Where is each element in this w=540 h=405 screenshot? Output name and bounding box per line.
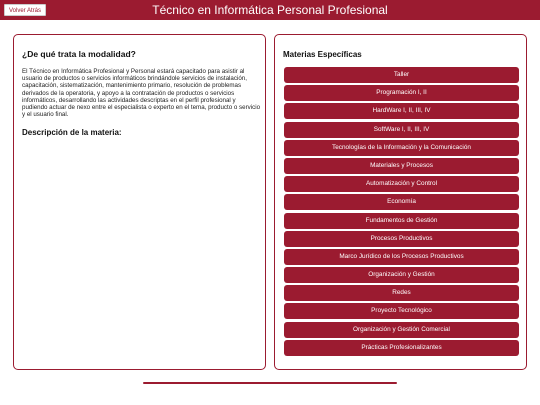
subject-button-hardware[interactable]: HardWare I, II, III, IV [284, 103, 519, 119]
subject-button-organizacion-gestion[interactable]: Organización y Gestión [284, 267, 519, 283]
subject-button-programacion[interactable]: Programación I, II [284, 85, 519, 101]
subject-button-materiales[interactable]: Materiales y Procesos [284, 158, 519, 174]
subject-button-practicas[interactable]: Prácticas Profesionalizantes [284, 340, 519, 356]
subject-button-economia[interactable]: Economía [284, 194, 519, 210]
subjects-heading: Materias Específicas [283, 50, 362, 59]
subject-button-proyecto[interactable]: Proyecto Tecnológico [284, 303, 519, 319]
back-button[interactable]: Volver Atrás [4, 4, 46, 16]
subject-button-redes[interactable]: Redes [284, 285, 519, 301]
subject-button-automatizacion[interactable]: Automatización y Control [284, 176, 519, 192]
modality-description: El Técnico en Informática Profesional y Personal estará capacitado para asistir al usuario de productos o servicios informáticos brindándole servicios de instalación, capacitación, sistematización, mantenimiento primario, resolución de problemas derivados de la operatoria, y apoyo a la contratación de productos o servicios informáticos, desarrollando las actividades descriptas en el perfil profesional y pudiendo actuar de nexo entre el especialista o experto en el tema, producto o servicio y el usuario final. [22, 68, 261, 119]
subjects-panel [274, 34, 527, 370]
subject-button-taller[interactable]: Taller [284, 67, 519, 83]
modality-heading: ¿De qué trata la modalidad? [22, 49, 136, 59]
header-bar [0, 0, 540, 20]
subject-button-fundamentos-gestion[interactable]: Fundamentos de Gestión [284, 213, 519, 229]
subject-list [284, 67, 519, 358]
horizontal-scrollbar[interactable] [143, 382, 397, 384]
subject-button-gestion-comercial[interactable]: Organización y Gestión Comercial [284, 322, 519, 338]
subject-button-software[interactable]: SoftWare I, II, III, IV [284, 122, 519, 138]
subject-button-tic[interactable]: Tecnologías de la Información y la Comunicación [284, 140, 519, 156]
modality-info-panel [13, 34, 266, 370]
subject-button-marco-juridico[interactable]: Marco Jurídico de los Procesos Productivos [284, 249, 519, 265]
subject-button-procesos-productivos[interactable]: Procesos Productivos [284, 231, 519, 247]
subject-description-heading: Descripción de la materia: [22, 128, 122, 137]
page-title: Técnico en Informática Personal Profesional [152, 3, 388, 17]
